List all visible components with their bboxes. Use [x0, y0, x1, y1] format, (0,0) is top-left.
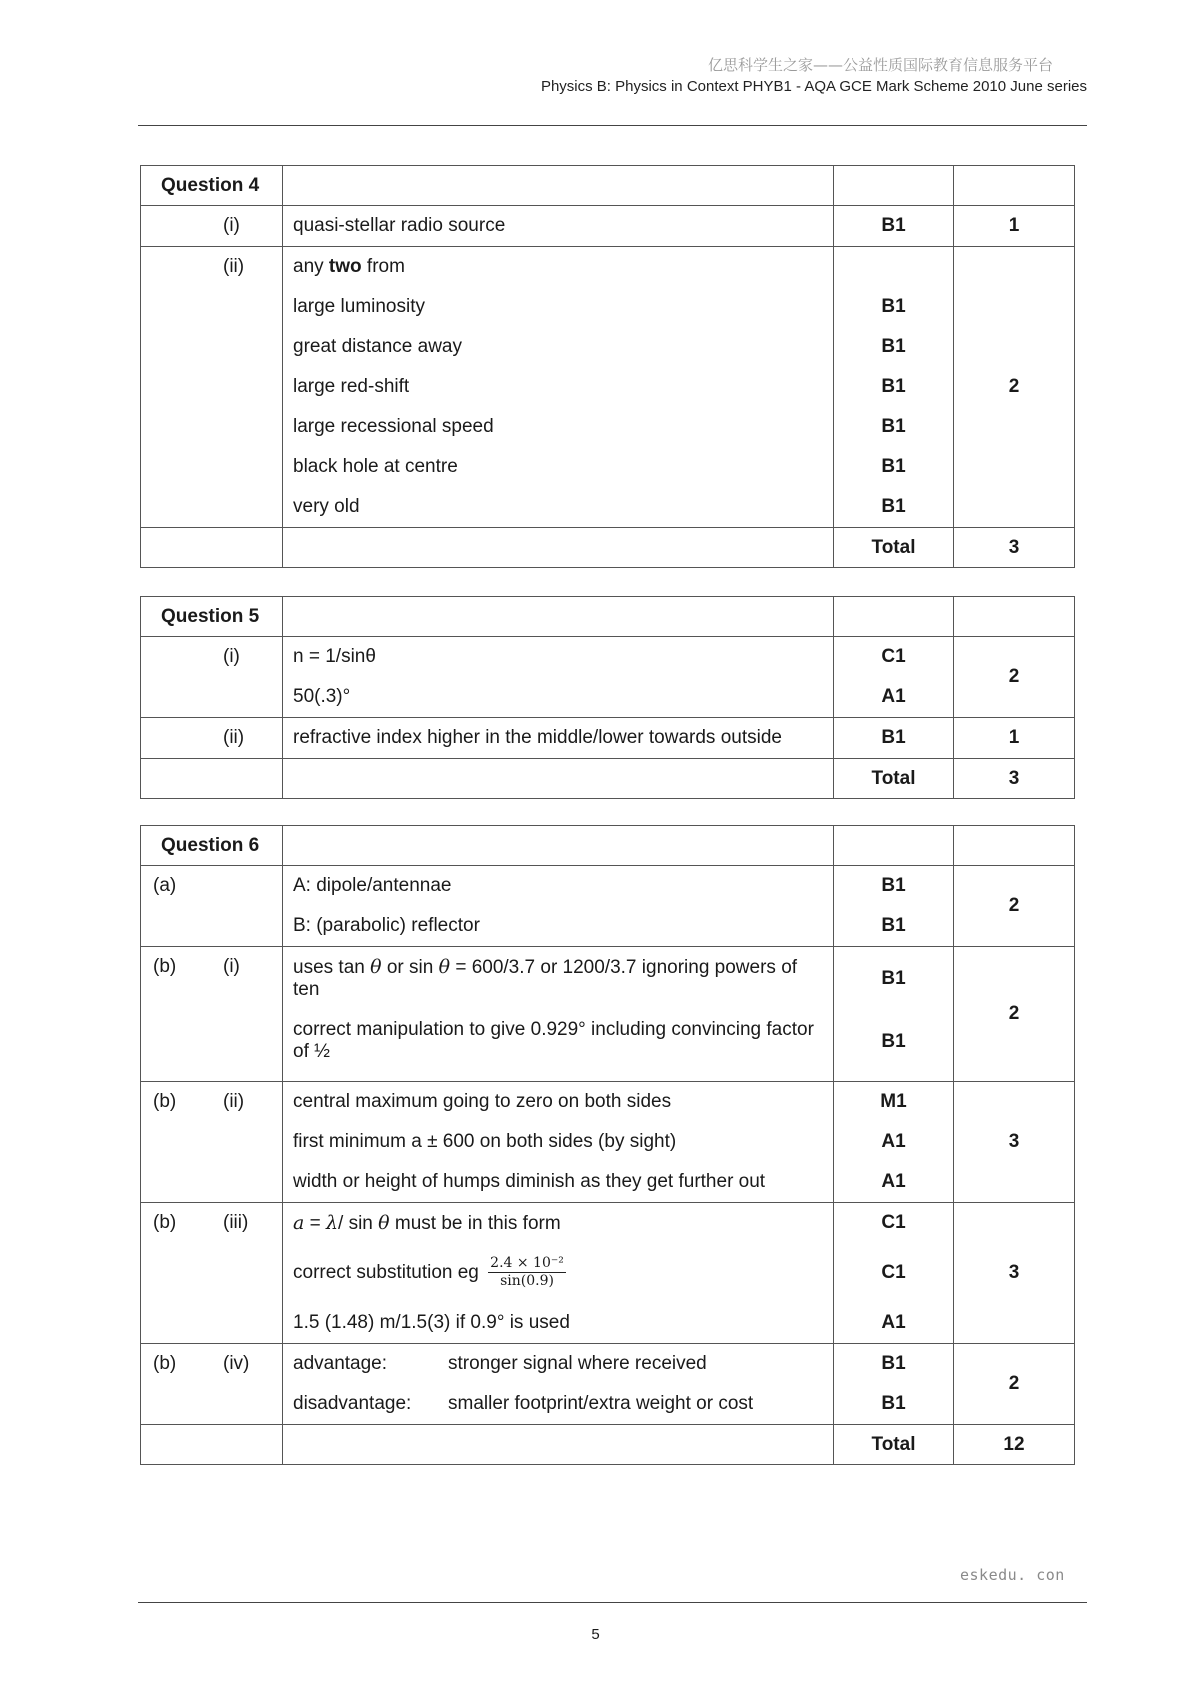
question-6-table: [140, 825, 1075, 1465]
question-5-heading: Question 5: [141, 597, 283, 637]
answer-text: great distance away: [293, 336, 462, 357]
answer-text: advantage: stronger signal where received: [293, 1353, 707, 1374]
answer-text: A: dipole/antennae: [293, 875, 452, 896]
answer-text: a = λ/ sin θ must be in this form: [293, 1212, 561, 1234]
answer-text: correct manipulation to give 0.929° including convincing factor of ½: [293, 1019, 814, 1062]
question-4-heading: Question 4: [141, 166, 283, 206]
part-label: (i): [223, 215, 240, 236]
mark: A1: [881, 686, 906, 707]
question-total: 12: [954, 1425, 1075, 1465]
mark: B1: [881, 915, 906, 936]
answer-text: n = 1/sinθ: [293, 646, 376, 667]
mark: A1: [881, 1131, 906, 1152]
answer-text: 1.5 (1.48) m/1.5(3) if 0.9° is used: [293, 1312, 570, 1333]
part-label: (i): [223, 646, 240, 667]
part-label: (b): [153, 1212, 177, 1233]
part-total: 3: [954, 1082, 1075, 1203]
footer-watermark: eskedu. con: [960, 1566, 1065, 1584]
mark: C1: [881, 646, 906, 667]
answer-text: central maximum going to zero on both sides: [293, 1091, 672, 1112]
answer-text: large luminosity: [293, 296, 425, 317]
answer-text: first minimum a ± 600 on both sides (by sight): [293, 1131, 677, 1152]
header-document-title: Physics B: Physics in Context PHYB1 - AQA GCE Mark Scheme 2010 June series: [540, 78, 1087, 95]
question-6-heading: Question 6: [141, 826, 283, 866]
part-label: (b): [153, 1353, 177, 1374]
part-total: 1: [954, 206, 1075, 247]
mark: B1: [881, 456, 906, 477]
mark: B1: [881, 1353, 906, 1374]
mark: B1: [881, 875, 906, 896]
header-site-name: 亿思科学生之家——公益性质国际教育信息服务平台: [707, 56, 1053, 74]
answer-intro: any two from: [293, 256, 405, 277]
answer-text: refractive index higher in the middle/lower towards outside: [293, 727, 782, 748]
answer-text: width or height of humps diminish as they get further out: [293, 1171, 766, 1192]
mark: M1: [880, 1091, 907, 1112]
question-5-table: [140, 596, 1075, 799]
question-4-table: [140, 165, 1075, 568]
answer-text: black hole at centre: [293, 456, 458, 477]
part-label: (ii): [223, 256, 245, 277]
total-label: Total: [834, 759, 954, 799]
mark: B1: [881, 376, 906, 397]
answer-text: disadvantage: smaller footprint/extra weight or cost: [293, 1393, 754, 1414]
part-total: 2: [954, 1344, 1075, 1425]
part-total: 2: [954, 947, 1075, 1082]
header-rule: [138, 125, 1087, 126]
answer-text: correct substitution eg $\frac{\text{2.4 × 10⁻²}}{\sin(0.9)}$: [293, 1255, 564, 1290]
answer-text: 50(.3)°: [293, 686, 351, 707]
subpart-label: (i): [223, 956, 240, 977]
answer-text: large red-shift: [293, 376, 410, 397]
answer-text: large recessional speed: [293, 416, 494, 437]
mark: B1: [881, 727, 906, 748]
footer-rule: [138, 1602, 1087, 1603]
total-label: Total: [834, 1425, 954, 1465]
mark: B1: [881, 296, 906, 317]
mark: B1: [881, 416, 906, 437]
fraction: $\frac{\text{2.4 × 10⁻²}}{\sin(0.9)}$: [490, 1255, 564, 1290]
page-number: 5: [591, 1626, 600, 1643]
mark: A1: [881, 1171, 906, 1192]
mark: A1: [881, 1312, 906, 1333]
answer-text: very old: [293, 496, 360, 517]
subpart-label: (ii): [223, 1091, 245, 1112]
part-label: (b): [153, 956, 177, 977]
total-label: Total: [834, 528, 954, 568]
mark: B1: [881, 336, 906, 357]
answer-text: B: (parabolic) reflector: [293, 915, 480, 936]
part-label: (a): [153, 875, 177, 896]
mark: B1: [881, 215, 906, 236]
answer-text: quasi-stellar radio source: [293, 215, 506, 236]
part-total: 1: [954, 718, 1075, 759]
mark: C1: [881, 1262, 906, 1283]
answer-text: uses tan θ or sin θ = 600/3.7 or 1200/3.7 ignoring powers of ten: [293, 956, 798, 1000]
question-total: 3: [954, 528, 1075, 568]
mark: B1: [881, 1031, 906, 1052]
mark: C1: [881, 1212, 906, 1233]
part-total: 2: [954, 637, 1075, 718]
mark: B1: [881, 968, 906, 989]
part-total: 2: [954, 247, 1075, 528]
part-total: 3: [954, 1203, 1075, 1344]
subpart-label: (iv): [223, 1353, 250, 1374]
mark: B1: [881, 496, 906, 517]
question-total: 3: [954, 759, 1075, 799]
part-label: (ii): [223, 727, 245, 748]
subpart-label: (iii): [223, 1212, 249, 1233]
mark: B1: [881, 1393, 906, 1414]
part-label: (b): [153, 1091, 177, 1112]
part-total: 2: [954, 866, 1075, 947]
